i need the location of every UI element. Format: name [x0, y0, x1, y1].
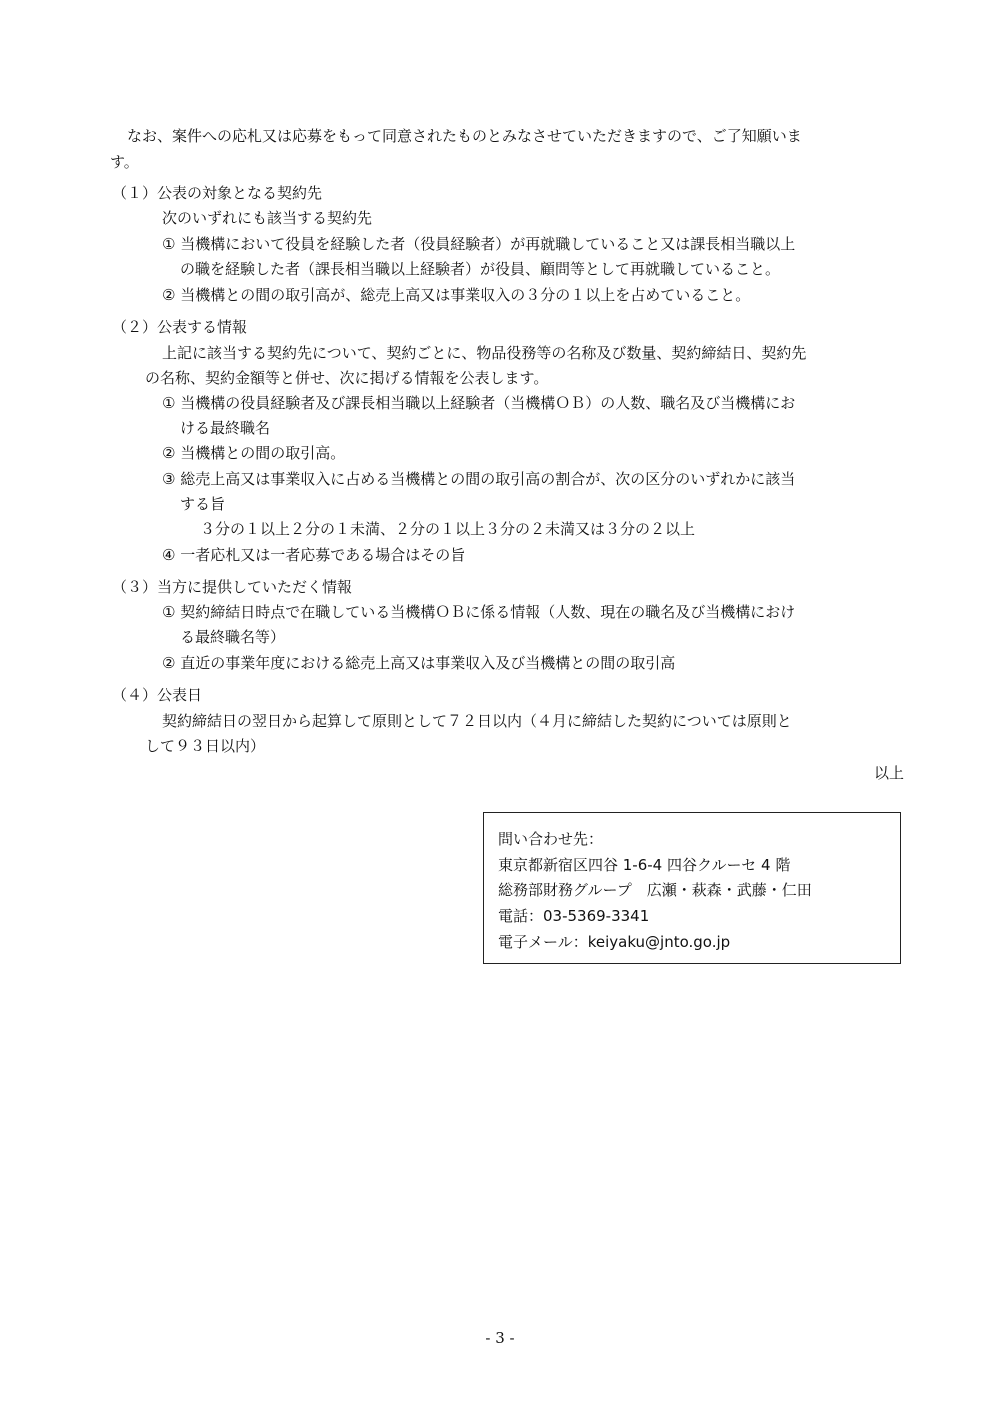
section1-item2: ② 当機構との間の取引高が、総売上高又は事業収入の３分の１以上を占めていること。	[162, 286, 751, 304]
section2-item1-line2: ける最終職名	[180, 419, 271, 437]
closing-text: 以上	[874, 764, 905, 782]
section2-lead-line2: の名称、契約金額等と併せ、次に掲げる情報を公表します。	[145, 369, 549, 387]
intro-line-1: なお、案件への応札又は応募をもって同意されたものとみなさせていただきますので、ご了知願いま	[127, 127, 802, 145]
contact-phone: 電話：03-5369-3341	[498, 907, 650, 925]
section2-heading: （２）公表する情報	[112, 318, 248, 336]
section3-item1-line1: ① 契約締結日時点で在職している当機構ＯＢに係る情報（人数、現在の職名及び当機構におけ	[162, 603, 796, 621]
contact-box	[483, 812, 901, 964]
section2-item4: ④ 一者応札又は一者応募である場合はその旨	[162, 546, 466, 564]
intro-line-2: す。	[110, 153, 139, 171]
section2-lead-line1: 上記に該当する契約先について、契約ごとに、物品役務等の名称及び数量、契約締結日、契約先	[162, 344, 807, 362]
section1-item1-line1: ① 当機構において役員を経験した者（役員経験者）が再就職していること又は課長相当職以上	[162, 235, 796, 253]
contact-email: 電子メール：keiyaku@jnto.go.jp	[498, 933, 731, 951]
section2-item2: ② 当機構との間の取引高。	[162, 444, 346, 462]
section3-item1-line2: る最終職名等）	[180, 628, 286, 646]
contact-department: 総務部財務グループ 広瀬・萩森・武藤・仁田	[498, 881, 812, 899]
section1-lead: 次のいずれにも該当する契約先	[162, 209, 373, 227]
section4-heading: （４）公表日	[112, 686, 203, 704]
section2-item3-line2: する旨	[180, 495, 226, 513]
section2-item1-line1: ① 当機構の役員経験者及び課長相当職以上経験者（当機構ＯＢ）の人数、職名及び当機構にお	[162, 394, 796, 412]
contact-address: 東京都新宿区四谷 1-6-4 四谷クルーセ 4 階	[498, 856, 791, 874]
section4-line2: して９３日以内）	[145, 737, 266, 755]
section1-heading: （１）公表の対象となる契約先	[112, 184, 323, 202]
section2-item3-line3: ３分の１以上２分の１未満、２分の１以上３分の２未満又は３分の２以上	[200, 520, 696, 538]
section3-item2: ② 直近の事業年度における総売上高又は事業収入及び当機構との間の取引高	[162, 654, 676, 672]
section1-item1-line2: の職を経験した者（課長相当職以上経験者）が役員、顧問等として再就職していること。	[180, 260, 781, 278]
section4-line1: 契約締結日の翌日から起算して原則として７２日以内（４月に締結した契約については原則と	[162, 712, 792, 730]
section3-heading: （３）当方に提供していただく情報	[112, 578, 353, 596]
section2-item3-line1: ③ 総売上高又は事業収入に占める当機構との間の取引高の割合が、次の区分のいずれかに該当	[162, 470, 796, 488]
page-number: - 3 -	[485, 1329, 515, 1347]
contact-label: 問い合わせ先：	[498, 830, 604, 848]
